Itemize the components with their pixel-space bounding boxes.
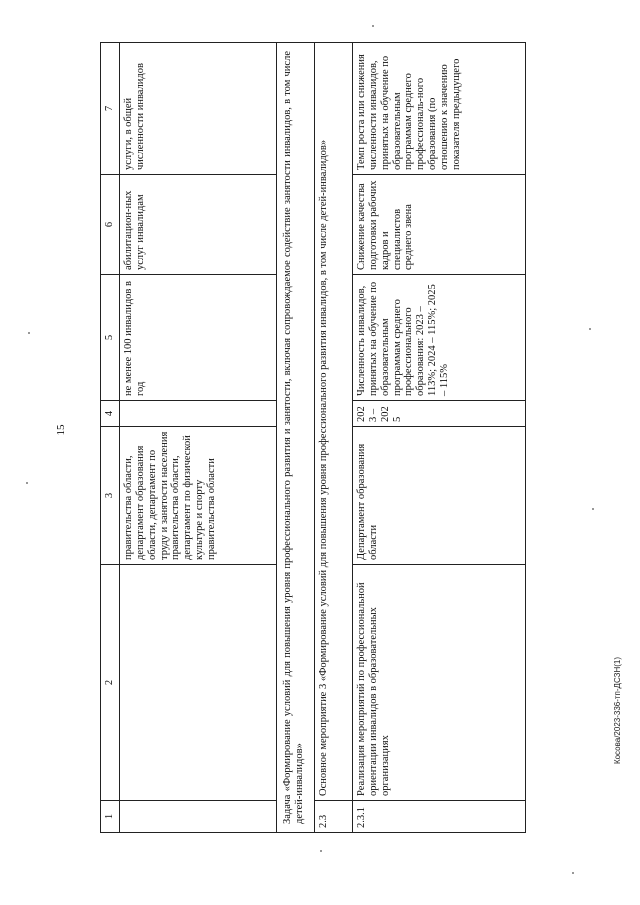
- measures-table: [100, 42, 526, 833]
- table-frame: [100, 43, 555, 833]
- table-row-continuation: [120, 43, 277, 833]
- table-row-main-measure: [315, 43, 353, 833]
- table-row-2-3-1: [353, 43, 526, 833]
- scan-speck: [592, 508, 594, 510]
- cont-cell-period: [120, 401, 277, 427]
- scan-speck: [572, 872, 574, 874]
- header-cell-4: 4: [101, 401, 120, 427]
- scan-speck: [28, 332, 30, 334]
- header-cell-1: 1: [101, 801, 120, 833]
- scan-speck: [589, 328, 591, 330]
- cont-cell-number: [120, 801, 277, 833]
- table-header-row: [101, 43, 120, 833]
- scan-speck: [372, 25, 374, 27]
- task-cell: Задача «Формирование условий для повышения уровня профессионального развития и занятости, включая сопровождаемое содействие занятости инвалидов, в том числе детей-инвалидов»: [277, 43, 315, 833]
- document-stamp: Косова/2023-336-тп-ДСЗН(1): [613, 656, 623, 764]
- header-cell-5: 5: [101, 275, 120, 401]
- table-row-task: [277, 43, 315, 833]
- header-cell-3: 3: [101, 427, 120, 565]
- main-measure-number: 2.3: [315, 801, 353, 833]
- header-cell-7: 7: [101, 43, 120, 175]
- scan-speck: [26, 482, 28, 484]
- row-231-indicator: Темп роста или снижения численности инвалидов, принятых на обучение по образовательным программам среднего профессиональ-ного образования (по отношению к значению показателя предыдущего: [353, 43, 526, 175]
- row-231-executor: Департамент образования области: [353, 427, 526, 565]
- cont-cell-result: не менее 100 инвалидов в год: [120, 275, 277, 401]
- row-231-period: 2023 – 2025: [353, 401, 526, 427]
- cont-cell-indicator: услуги, в общей численности инвалидов: [120, 43, 277, 175]
- row-231-consequence: Снижение качества подготовки рабочих кадров и специалистов среднего звена: [353, 175, 526, 275]
- cont-cell-measure: [120, 565, 277, 801]
- row-231-measure: Реализация мероприятий по профессиональной ориентации инвалидов в образовательных организациях: [353, 565, 526, 801]
- cont-cell-consequence: абилитацион-ных услуг инвалидам: [120, 175, 277, 275]
- header-cell-6: 6: [101, 175, 120, 275]
- cont-cell-executors: правительства области, департамент образования области, департамент по труду и занятости населения правительства области, департамент по физической культуре и спорту правительства области: [120, 427, 277, 565]
- page-number: 15: [55, 424, 67, 436]
- row-231-number: 2.3.1: [353, 801, 526, 833]
- rotated-table-wrapper: [100, 43, 555, 833]
- header-cell-2: 2: [101, 565, 120, 801]
- main-measure-text: Основное мероприятие 3 «Формирование условий для повышения уровня профессионального развития инвалидов, в том числе детей-инвалидов»: [315, 43, 353, 801]
- row-231-result: Численность инвалидов, принятых на обучение по образовательным программам среднего профессионального образования: 2023 – 113%; 2024 – 115%; 2025 – 115%: [353, 275, 526, 401]
- scan-speck: [320, 850, 322, 852]
